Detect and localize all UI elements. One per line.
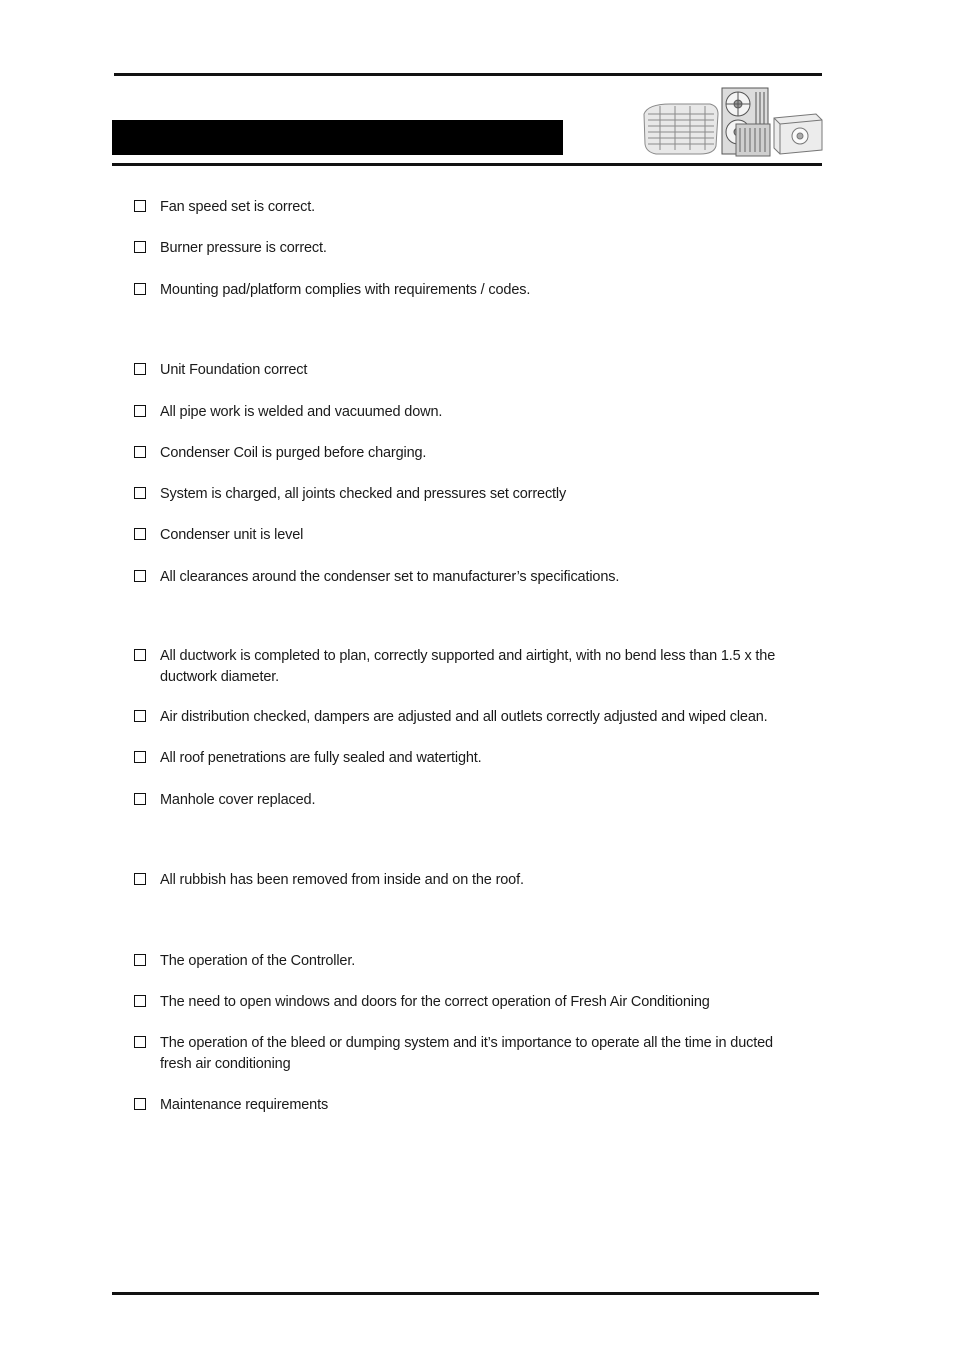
checklist-item-label: Maintenance requirements <box>160 1097 329 1113</box>
checkbox[interactable] <box>134 241 146 253</box>
checkbox[interactable] <box>134 200 146 212</box>
checkbox[interactable] <box>134 487 146 499</box>
checklist-item <box>134 280 804 301</box>
checklist-item <box>134 197 804 218</box>
checklist-item <box>134 238 804 259</box>
header-bottom-rule <box>112 163 822 166</box>
checkbox[interactable] <box>134 570 146 582</box>
checklist-item <box>134 484 804 505</box>
checkbox[interactable] <box>134 283 146 295</box>
checklist-item <box>134 360 804 381</box>
air-conditioning-units-illustration <box>640 84 824 160</box>
checklist-item <box>134 567 804 588</box>
packaged-unit-icon <box>736 124 770 156</box>
checkbox[interactable] <box>134 405 146 417</box>
checklist-item-label: Mounting pad/platform complies with requirements / codes. <box>160 282 531 298</box>
checkbox[interactable] <box>134 751 146 763</box>
checklist-item <box>134 951 804 972</box>
checklist-item-label: All rubbish has been removed from inside and on the roof. <box>160 872 524 888</box>
checkbox[interactable] <box>134 1036 146 1048</box>
evaporative-cooler-icon <box>644 104 718 154</box>
checkbox[interactable] <box>134 873 146 885</box>
header-top-rule <box>114 73 822 76</box>
checklist-item-label: The operation of the bleed or dumping system and it’s importance to operate all the time in ducted fresh air conditioning <box>160 1035 773 1072</box>
checklist-item-label: The need to open windows and doors for the correct operation of Fresh Air Conditioning <box>160 994 710 1010</box>
checklist-item <box>134 707 804 728</box>
checkbox[interactable] <box>134 363 146 375</box>
checklist-item-label: All ductwork is completed to plan, correctly supported and airtight, with no bend less than 1.5 x the ductwork diameter. <box>160 648 776 685</box>
checklist-item-label: Condenser Coil is purged before charging. <box>160 445 427 461</box>
checkbox[interactable] <box>134 1098 146 1110</box>
checklist-item <box>134 992 804 1013</box>
checklist-item <box>134 790 804 811</box>
checklist-item-label: Unit Foundation correct <box>160 362 308 378</box>
checklist-item-label: The operation of the Controller. <box>160 953 356 969</box>
checkbox[interactable] <box>134 446 146 458</box>
checkbox[interactable] <box>134 995 146 1007</box>
checklist-item <box>134 1095 804 1116</box>
checklist-item <box>134 870 804 891</box>
split-outdoor-unit-icon <box>774 114 822 154</box>
checklist-item <box>134 1033 804 1074</box>
checklist-item-label: Burner pressure is correct. <box>160 240 327 256</box>
checkbox[interactable] <box>134 710 146 722</box>
checkbox[interactable] <box>134 793 146 805</box>
checklist-item <box>134 443 804 464</box>
checklist-item <box>134 525 804 546</box>
checklist-item-label: System is charged, all joints checked and pressures set correctly <box>160 486 567 502</box>
checklist-item <box>134 402 804 423</box>
checkbox[interactable] <box>134 649 146 661</box>
checklist-item-label: Manhole cover replaced. <box>160 792 316 808</box>
checklist-item-label: All pipe work is welded and vacuumed down. <box>160 404 443 420</box>
checklist-item <box>134 646 804 687</box>
checklist-item-label: All clearances around the condenser set to manufacturer’s specifications. <box>160 569 620 585</box>
checklist-item-label: Fan speed set is correct. <box>160 199 316 215</box>
checkbox[interactable] <box>134 954 146 966</box>
checklist-item-label: Condenser unit is level <box>160 527 304 543</box>
checklist-item-label: All roof penetrations are fully sealed and watertight. <box>160 750 482 766</box>
footer-rule <box>112 1292 819 1295</box>
checkbox[interactable] <box>134 528 146 540</box>
section-title-bar <box>112 120 563 155</box>
checklist-item <box>134 748 804 769</box>
checklist-item-label: Air distribution checked, dampers are adjusted and all outlets correctly adjusted and wiped clean. <box>160 709 768 725</box>
